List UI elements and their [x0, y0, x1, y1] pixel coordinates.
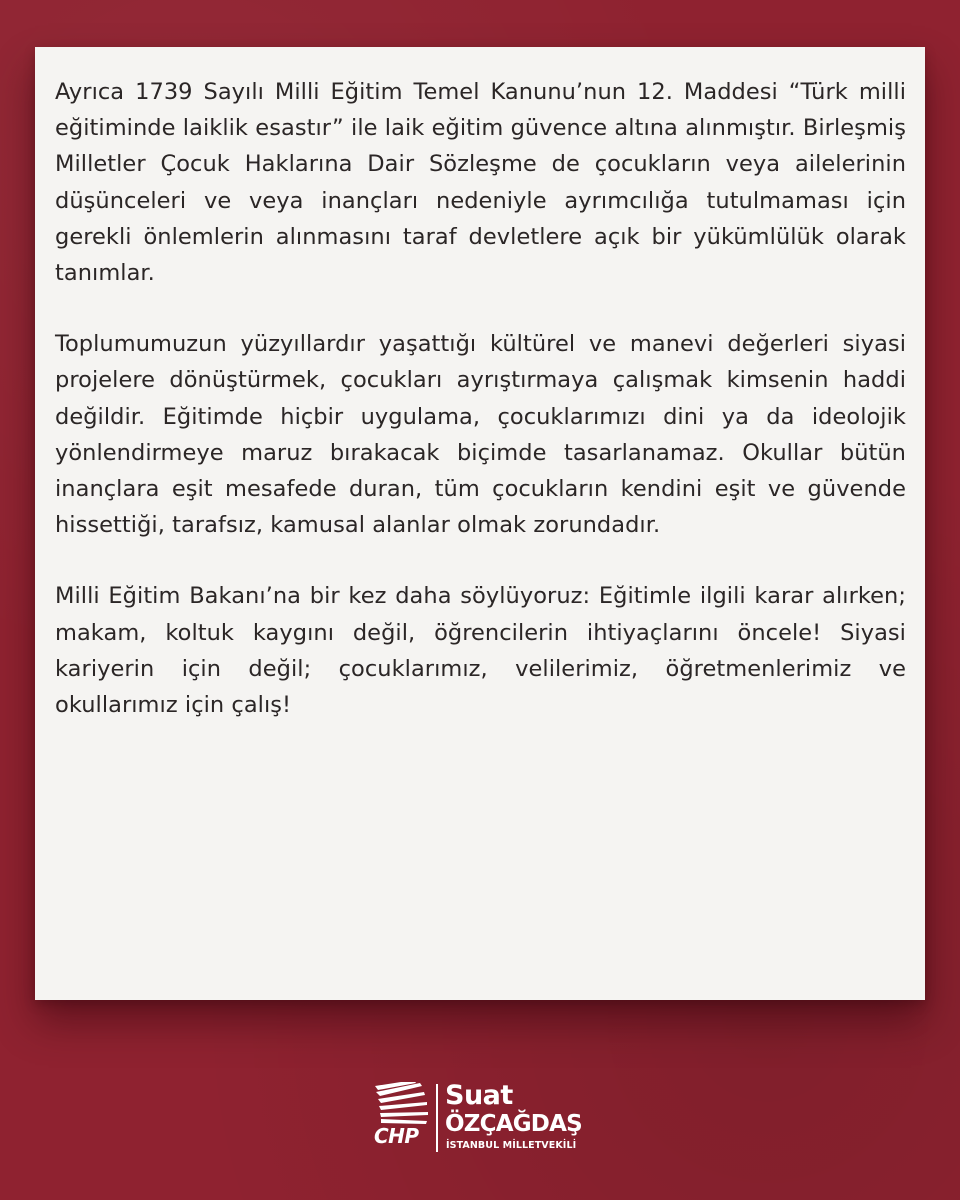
chp-six-arrows-icon — [374, 1082, 432, 1126]
signature-last-name: ÖZÇAĞDAŞ — [445, 1111, 582, 1137]
signature-title: İSTANBUL MİLLETVEKİLİ — [446, 1140, 577, 1151]
chp-logo-text: CHP — [374, 1124, 419, 1148]
paragraph-1: Ayrıca 1739 Sayılı Milli Eğitim Temel Kanunu’nun 12. Maddesi “Türk milli eğitiminde laiklik esastır” ile laik eğitim güvence altına alınmıştır. Birleşmiş Milletler Çocuk Haklarına Dair Sözleşme de çocukların veya ailelerinin düşünceleri ve veya inançları nedeniyle ayrımcılığa tutulmaması için gerekli önlemlerin alınmasını taraf devletlere açık bir yükümlülük olarak tanımlar. — [55, 79, 906, 287]
paragraph-2: Toplumumuzun yüzyıllardır yaşattığı kültürel ve manevi değerleri siyasi projelere dönüştürmek, çocukları ayrıştırmaya çalışmak kimsenin haddi değildir. Eğitimde hiçbir uygulama, çocuklarımızı dini ya da ideolojik yönlendirmeye maruz bırakacak biçimde tasarlanamaz. Okullar bütün inançlara eşit mesafede duran, tüm çocukların kendini eşit ve güvende hissettiği, tarafsız, kamusal alanlar olmak zorundadır. — [55, 331, 906, 539]
signature-first-name: Suat — [445, 1080, 513, 1111]
signature-divider — [436, 1084, 438, 1152]
paragraph-3: Milli Eğitim Bakanı’na bir kez daha söylüyoruz: Eğitimle ilgili karar alırken; makam, koltuk kaygını değil, öğrencilerin ihtiyaçlarını öncele! Siyasi kariyerin için değil; çocuklarımız, velilerimiz, öğretmenlerimiz ve okullarımız için çalış! — [55, 583, 906, 719]
chp-logo — [372, 1078, 434, 1158]
signature-block — [372, 1078, 602, 1158]
statement-paper — [35, 47, 925, 1000]
